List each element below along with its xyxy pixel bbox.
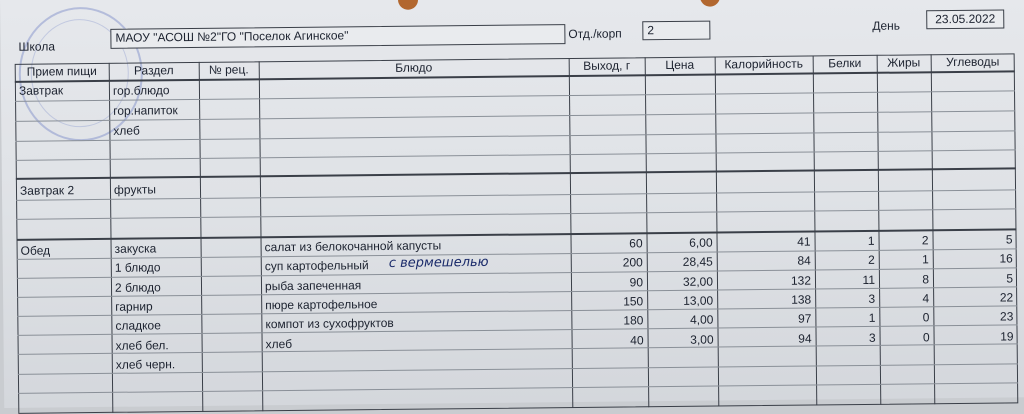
price-cell: 4,00 bbox=[689, 312, 714, 327]
punch-hole bbox=[700, 0, 720, 7]
section-cell: хлеб черн. bbox=[115, 356, 176, 372]
col-header-price: Цена bbox=[665, 57, 695, 73]
kcal-cell: 132 bbox=[790, 273, 812, 288]
dish-cell: суп картофельный bbox=[264, 258, 369, 274]
day-field: 23.05.2022 bbox=[926, 9, 1004, 29]
dish-cell: компот из сухофруктов bbox=[265, 316, 394, 332]
col-header-meal: Прием пищи bbox=[26, 63, 97, 79]
yield-cell: 90 bbox=[629, 274, 644, 290]
protein-cell: 3 bbox=[868, 291, 876, 306]
price-cell: 28,45 bbox=[682, 254, 713, 270]
section-cell: хлеб bbox=[113, 123, 140, 138]
fat-cell: 4 bbox=[922, 291, 930, 306]
carbs-cell: 5 bbox=[1005, 232, 1013, 247]
meal-lunch: Обед bbox=[20, 243, 51, 258]
kcal-cell: 41 bbox=[797, 234, 811, 249]
section-cell: гор.напиток bbox=[113, 103, 178, 118]
handwritten-note: с вермешелью bbox=[388, 254, 489, 271]
fat-cell: 8 bbox=[922, 271, 930, 286]
protein-cell: 2 bbox=[868, 253, 875, 268]
fat-cell: 0 bbox=[922, 329, 930, 344]
col-header-yield: Выход, г bbox=[583, 58, 631, 73]
school-label: Школа bbox=[18, 39, 56, 54]
price-cell: 6,00 bbox=[689, 235, 713, 250]
kcal-cell: 84 bbox=[797, 253, 811, 268]
section-cell: гор.блюдо bbox=[112, 83, 170, 98]
protein-cell: 11 bbox=[862, 272, 876, 287]
col-header-fat: Жиры bbox=[887, 55, 921, 70]
kcal-cell: 94 bbox=[798, 331, 812, 346]
carbs-cell: 16 bbox=[999, 251, 1013, 266]
meal-breakfast2: Завтрак 2 bbox=[19, 183, 75, 198]
carbs-cell: 22 bbox=[999, 290, 1014, 305]
yield-cell: 150 bbox=[623, 294, 644, 309]
protein-cell: 1 bbox=[868, 311, 876, 326]
section-cell: 2 блюдо bbox=[114, 279, 161, 295]
price-cell: 3,00 bbox=[690, 332, 714, 347]
punch-hole bbox=[398, 0, 418, 10]
fat-cell: 2 bbox=[921, 233, 929, 248]
section-cell: фрукты bbox=[113, 182, 156, 197]
carbs-cell: 19 bbox=[1000, 328, 1014, 344]
school-field: МАОУ "АСОШ №2"ГО "Поселок Агинское" bbox=[110, 24, 565, 49]
dish-cell: хлеб bbox=[265, 336, 293, 351]
dish-cell: пюре картофельное bbox=[265, 296, 378, 313]
section-cell: 1 блюдо bbox=[114, 260, 161, 276]
section-cell: гарнир bbox=[115, 299, 153, 314]
carbs-cell: 5 bbox=[1006, 271, 1014, 286]
col-header-protein: Белки bbox=[828, 55, 862, 71]
col-header-dish: Блюдо bbox=[395, 60, 433, 75]
section-cell: хлеб бел. bbox=[115, 337, 169, 353]
yield-cell: 180 bbox=[623, 313, 644, 328]
col-header-carbs: Углеводы bbox=[946, 54, 1000, 70]
protein-cell: 3 bbox=[868, 330, 876, 345]
section-cell: закуска bbox=[114, 241, 157, 256]
dish-cell: рыба запеченная bbox=[264, 277, 362, 293]
kcal-cell: 97 bbox=[797, 311, 812, 326]
dept-label: Отд./корп bbox=[568, 26, 622, 42]
section-cell: сладкое bbox=[115, 318, 161, 333]
col-header-kcal: Калорийность bbox=[724, 56, 804, 72]
dish-cell: салат из белокочанной капусты bbox=[264, 238, 442, 255]
col-header-section: Раздел bbox=[133, 63, 174, 78]
kcal-cell: 138 bbox=[791, 292, 812, 307]
col-header-recipe: № рец. bbox=[208, 62, 249, 77]
fat-cell: 1 bbox=[922, 252, 929, 267]
carbs-cell: 23 bbox=[999, 309, 1014, 324]
day-label: День bbox=[872, 18, 901, 33]
yield-cell: 40 bbox=[630, 332, 644, 347]
dept-field: 2 bbox=[642, 21, 710, 41]
protein-cell: 1 bbox=[867, 233, 875, 248]
menu-table bbox=[15, 53, 1019, 413]
yield-cell: 200 bbox=[622, 255, 643, 270]
fat-cell: 0 bbox=[922, 310, 930, 325]
yield-cell: 60 bbox=[629, 236, 643, 251]
price-cell: 13,00 bbox=[683, 293, 714, 308]
price-cell: 32,00 bbox=[682, 274, 714, 289]
meal-breakfast: Завтрак bbox=[18, 83, 64, 98]
